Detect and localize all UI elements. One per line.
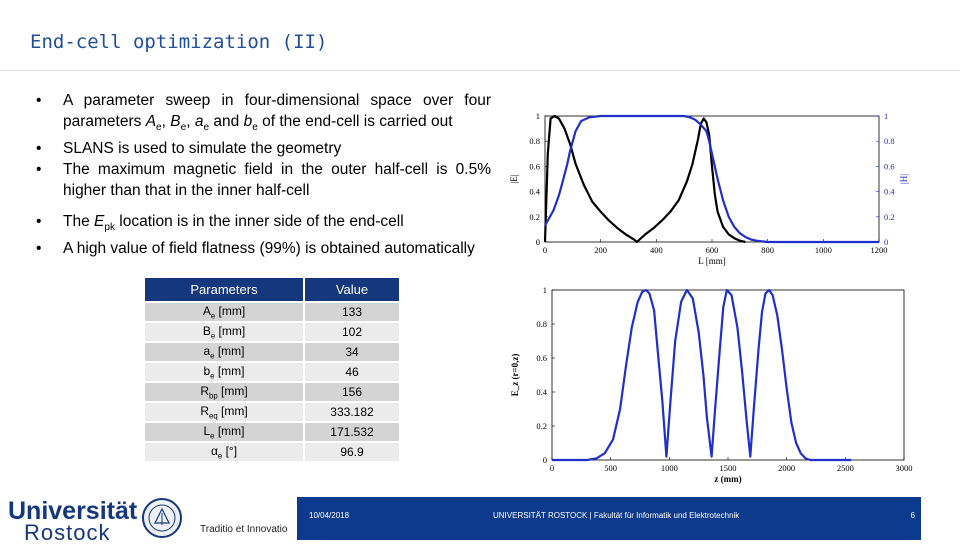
y-right-axis-label: |H| — [899, 173, 909, 185]
y-tick-label: 0.6 — [536, 353, 547, 363]
y-tick-label: 0 — [535, 237, 540, 247]
x-tick-label: 500 — [604, 463, 618, 473]
value-cell: 333.182 — [304, 402, 400, 422]
series-line — [545, 116, 879, 242]
plot-frame — [545, 116, 879, 242]
param-b-small-symbol: b — [243, 113, 253, 130]
value-cell: 46 — [304, 362, 400, 382]
bullet-text: The — [63, 213, 95, 231]
subscript: pk — [104, 222, 115, 234]
value-cell: 156 — [304, 382, 400, 402]
table-row — [144, 382, 400, 402]
x-tick-label: 0 — [542, 245, 548, 255]
bullet-text: A parameter sweep in four-dimensional space over four parameters — [63, 92, 491, 130]
table-row — [144, 402, 400, 422]
y-tick-label: 0.4 — [529, 186, 540, 197]
footer-institution: UNIVERSITÄT ROSTOCK | Fakultät für Informatik und Elektrotechnik — [493, 511, 740, 520]
table-row — [144, 322, 400, 342]
university-logo-text — [8, 497, 138, 545]
epk-symbol: E — [94, 213, 105, 231]
value-cell: 171.532 — [304, 422, 400, 442]
value-cell: 102 — [304, 322, 400, 342]
x-tick-label: 800 — [761, 245, 775, 255]
logo-line-1: Universität — [8, 497, 138, 525]
bullet-item: • The maximum magnetic field in the outer half-cell is 0.5% higher than that in the inner half-cell — [36, 159, 491, 201]
bullet-item — [36, 211, 491, 238]
bullet-text: location is in the inner side of the end-cell — [115, 213, 404, 231]
x-tick-label: 600 — [705, 245, 719, 255]
x-tick-label: 1000 — [814, 245, 832, 255]
university-motto: Traditio et Innovatio — [200, 524, 288, 535]
y-tick-label: 0.6 — [529, 161, 540, 172]
y-tick-label: 0.2 — [529, 211, 540, 222]
x-tick-label: 3000 — [895, 463, 913, 473]
x-tick-label: 1500 — [719, 463, 737, 473]
footer-page-number: 6 — [910, 511, 915, 520]
table-row — [144, 422, 400, 442]
param-a-small-symbol: a — [194, 113, 204, 130]
value-cell: 133 — [304, 302, 400, 322]
bullet-item: • A high value of field flatness (99%) is obtained automatically — [36, 238, 491, 259]
param-a-symbol: A — [145, 113, 157, 130]
y-tick-label: 1 — [542, 285, 547, 295]
y-right-tick-label: 0.2 — [884, 211, 895, 222]
subscript: e — [180, 122, 187, 134]
y-tick-label: 0.8 — [536, 319, 547, 329]
y-right-tick-label: 1 — [884, 111, 889, 121]
table-row — [144, 302, 400, 322]
param-cell: $b_e$ [mm] — [144, 362, 304, 382]
y-tick-label: 1 — [535, 111, 540, 121]
param-cell: $R_{bp}$ [mm] — [144, 382, 304, 402]
x-tick-label: 1000 — [660, 463, 678, 473]
param-cell: $a_e$ [mm] — [144, 342, 304, 362]
series-line — [552, 290, 851, 460]
x-axis-label: z (mm) — [714, 474, 742, 484]
bullet-item: • SLANS is used to simulate the geometry — [36, 138, 491, 159]
y-right-tick-label: 0.8 — [884, 136, 895, 147]
table-header-value: Value — [304, 277, 400, 302]
bullet-list — [36, 90, 491, 259]
subscript: e — [156, 122, 162, 134]
x-tick-label: 1200 — [870, 245, 888, 255]
x-tick-label: 400 — [649, 245, 663, 255]
logo-line-2: Rostock — [24, 520, 111, 545]
field-profile-chart — [505, 98, 925, 274]
subscript: e — [252, 122, 258, 134]
param-cell: $L_e$ [mm] — [144, 422, 304, 442]
y-tick-label: 0 — [542, 455, 547, 465]
bullet-item: • A parameter sweep in four-dimensional space over four parameters $A_e$, $B_e$, $a_e$ and $b_e$ of the end-cell is carried out — [36, 90, 491, 138]
parameter-table — [143, 276, 401, 463]
param-b-symbol: B — [170, 113, 181, 130]
value-cell: 34 — [304, 342, 400, 362]
bullet-text: of the end-cell is carried out — [257, 113, 453, 130]
param-cell: $\alpha_e$ [°] — [144, 442, 304, 462]
param-cell: $B_e$ [mm] — [144, 322, 304, 342]
plot-frame — [552, 290, 904, 460]
y-tick-label: 0.2 — [536, 421, 547, 431]
table-row — [144, 362, 400, 382]
y-right-tick-label: 0.6 — [884, 161, 895, 172]
y-tick-label: 0.8 — [529, 136, 540, 147]
table-row — [144, 342, 400, 362]
y-right-tick-label: 0.4 — [884, 186, 895, 197]
y-axis-label: E_z (r=0,z) — [510, 353, 520, 397]
x-tick-label: 200 — [594, 245, 608, 255]
footer-date: 10/04/2018 — [309, 511, 350, 520]
param-cell: $A_e$ [mm] — [144, 302, 304, 322]
slide-title: End-cell optimization (II) — [30, 31, 328, 53]
table-row — [144, 442, 400, 462]
y-tick-label: 0.4 — [536, 387, 547, 397]
x-tick-label: 2500 — [836, 463, 854, 473]
value-cell: 96.9 — [304, 442, 400, 462]
ez-field-chart — [508, 282, 913, 490]
title-divider — [0, 70, 960, 71]
subscript: e — [203, 122, 210, 134]
university-seal-icon — [141, 497, 183, 539]
y-axis-label: |E| — [509, 174, 519, 184]
footer-bar — [297, 497, 921, 540]
x-axis-label: L [mm] — [698, 256, 726, 266]
table-header-parameters: Parameters — [144, 277, 304, 302]
x-tick-label: 0 — [549, 463, 555, 473]
param-cell: $R_{eq}$ [mm] — [144, 402, 304, 422]
bullet-text: and — [209, 113, 244, 130]
y-right-tick-label: 0 — [884, 237, 889, 247]
x-tick-label: 2000 — [778, 463, 796, 473]
